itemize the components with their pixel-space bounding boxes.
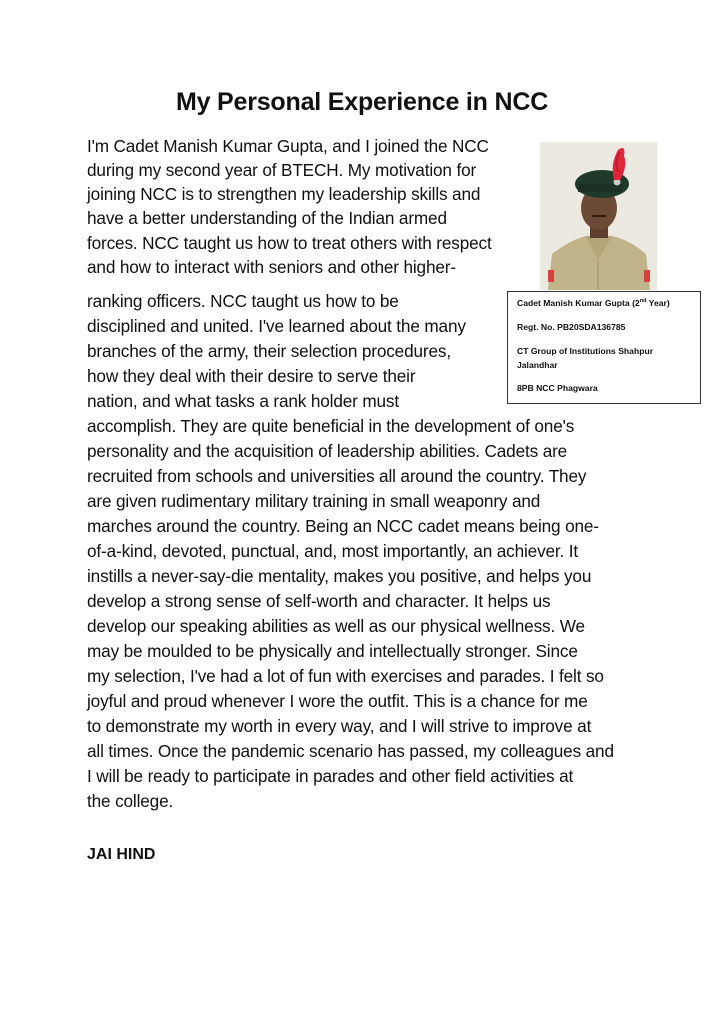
body-line: nation, and what tasks a rank holder must [87, 391, 399, 411]
caption-unit: 8PB NCC Phagwara [517, 383, 598, 393]
body-line: may be moulded to be physically and intellectually stronger. Since [87, 641, 578, 661]
body-line: joining NCC is to strengthen my leadership skills and [87, 184, 481, 204]
body-line: personality and the acquisition of leadership abilities. Cadets are [87, 441, 568, 461]
body-line: have a better understanding of the Indian armed [87, 208, 447, 228]
body-line: my selection, I've had a lot of fun with exercises and parades. I felt so [87, 666, 604, 686]
body-line: the college. [87, 791, 174, 811]
body-line: how they deal with their desire to serve their [87, 366, 416, 386]
caption-institution: CT Group of Institutions Shahpur [517, 346, 654, 356]
body-line: and how to interact with seniors and other higher- [87, 257, 456, 277]
body-line: instills a never-say-die mentality, makes you positive, and helps you [87, 566, 592, 586]
caption-name-sup: nd [639, 298, 647, 305]
body-line: joyful and proud whenever I wore the outfit. This is a chance for me [87, 691, 588, 711]
body-line: disciplined and united. I've learned about the many [87, 316, 466, 336]
body-line: to demonstrate my worth in every way, and I will strive to improve at [87, 716, 592, 736]
body-line: develop our speaking abilities as well as our physical wellness. We [87, 616, 585, 636]
body-line: branches of the army, their selection procedures, [87, 341, 451, 361]
caption-regt: Regt. No. PB20SDA136785 [517, 322, 626, 332]
body-line: during my second year of BTECH. My motivation for [87, 160, 477, 180]
body-line: of-a-kind, devoted, punctual, and, most importantly, an achiever. It [87, 541, 579, 561]
caption-name [517, 298, 670, 308]
body-line: forces. NCC taught us how to treat others with respect [87, 233, 492, 253]
body-line: all times. Once the pandemic scenario has passed, my colleagues and [87, 741, 614, 761]
caption-name-text: Cadet Manish Kumar Gupta (2 [517, 298, 640, 308]
page-title: My Personal Experience in NCC [175, 88, 549, 116]
body-line: are given rudimentary military training in small weaponry and [87, 491, 541, 511]
body-line: I will be ready to participate in parades and other field activities at [87, 766, 574, 786]
body-line: marches around the country. Being an NCC cadet means being one- [87, 516, 599, 536]
body-line: ranking officers. NCC taught us how to be [87, 291, 399, 311]
body-line: I'm Cadet Manish Kumar Gupta, and I joined the NCC [87, 136, 489, 156]
caption-city: Jalandhar [517, 360, 558, 370]
body-line: accomplish. They are quite beneficial in the development of one's [87, 416, 575, 436]
closing-salutation: JAI HIND [87, 846, 156, 863]
body-line: develop a strong sense of self-worth and character. It helps us [87, 591, 551, 611]
cadet-portrait-icon [540, 142, 657, 290]
cadet-photo [540, 142, 657, 290]
body-line: recruited from schools and universities all around the country. They [87, 466, 587, 486]
caption-name-suffix: Year) [646, 298, 670, 308]
photo-caption-box [507, 291, 701, 404]
